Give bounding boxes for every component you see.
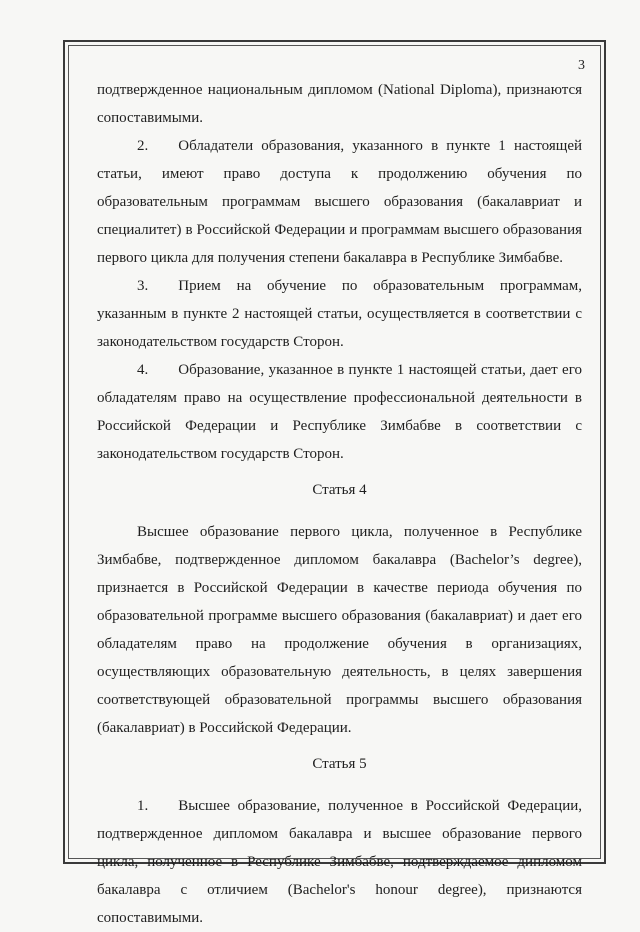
document-body — [97, 76, 582, 932]
paragraph-item-4: 4. Образование, указанное в пункте 1 настоящей статьи, дает его обладателям право на осуществление профессиональной деятельности в Российской Федерации и Республике Зимбабве в соответствии с законодательством государств Сторон. — [97, 362, 582, 462]
article-4-text: Высшее образование первого цикла, полученное в Республике Зимбабве, подтвержденное дипломом бакалавра (Bachelor’s degree), признается в Российской Федерации в качестве периода обучения по образовательной программе высшего образования (бакалавриат) и дает его обладателям право на продолжение обучения в организациях, осуществляющих образовательную деятельность, в целях завершения соответствующей образовательной программы высшего образования (бакалавриат) в Российской Федерации. — [97, 524, 582, 736]
paragraph-continuation: подтвержденное национальным дипломом (National Diploma), признаются сопоставимыми. — [97, 82, 582, 126]
page-number: 3 — [578, 58, 585, 73]
article-4-title: Статья 4 — [312, 482, 367, 498]
article-5-item-1: 1. Высшее образование, полученное в Российской Федерации, подтвержденное дипломом бакалавра и высшее образование первого цикла, полученное в Республике Зимбабве, подтверждаемое дипломом бакалавра с отличием (Bachelor's honour degree), признаются сопоставимыми. — [97, 798, 582, 926]
article-5-title: Статья 5 — [312, 756, 367, 772]
paragraph-item-3: 3. Прием на обучение по образовательным программам, указанным в пункте 2 настоящей статьи, осуществляется в соответствии с законодательством государств Сторон. — [97, 278, 582, 350]
paragraph-item-2: 2. Обладатели образования, указанного в пункте 1 настоящей статьи, имеют право доступа к продолжению обучения по образовательным программам высшего образования (бакалавриат и специалитет) в Российской Федерации и программам высшего образования первого цикла для получения степени бакалавра в Республике Зимбабве. — [97, 138, 582, 266]
